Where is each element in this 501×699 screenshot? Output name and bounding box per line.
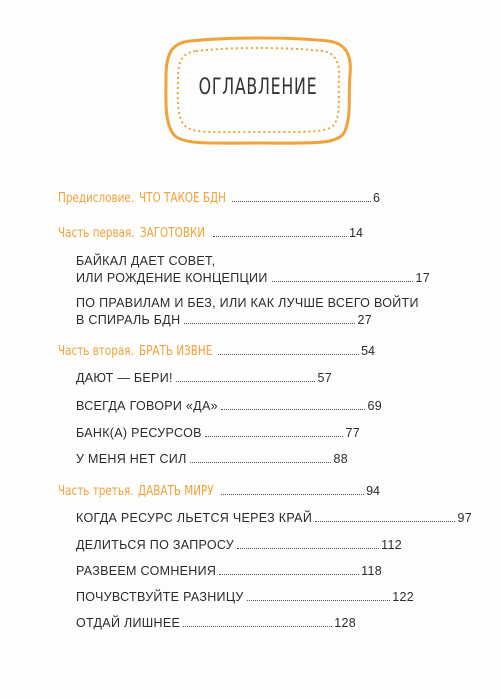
- page-number: 57: [317, 371, 332, 385]
- dot-leader: [190, 462, 332, 463]
- chapter-title: ДАЮТ — БЕРИ!: [76, 371, 173, 385]
- page-number: 94: [366, 484, 380, 498]
- part-prefix: Часть первая.: [58, 226, 135, 241]
- page-title: ОГЛАВЛЕНИЕ: [198, 75, 318, 100]
- part-title: БРАТЬ ИЗВНЕ: [138, 344, 213, 359]
- toc-entry-part-2[interactable]: [58, 343, 375, 360]
- chapter-title: ПОЧУВСТВУЙТЕ РАЗНИЦУ: [76, 590, 244, 604]
- toc-entry-chapter[interactable]: [76, 253, 430, 287]
- page-number: 69: [367, 399, 382, 413]
- page-number: 27: [357, 313, 372, 327]
- toc-entry-chapter[interactable]: [76, 589, 414, 605]
- chapter-title-line: В СПИРАЛЬ БДН: [76, 313, 181, 327]
- page-number: 54: [361, 344, 375, 358]
- toc-entry-chapter[interactable]: [76, 370, 332, 386]
- chapter-title-line: ПО ПРАВИЛАМ И БЕЗ, ИЛИ КАК ЛУЧШЕ ВСЕГО ВОЙТИ: [76, 296, 419, 310]
- dot-leader: [205, 436, 344, 437]
- chapter-title-line: ИЛИ РОЖДЕНИЕ КОНЦЕПЦИИ: [76, 271, 268, 285]
- part-prefix: Часть вторая.: [58, 344, 134, 359]
- chapter-title: БАНК(А) РЕСУРСОВ: [76, 426, 202, 440]
- dot-leader: [315, 521, 455, 522]
- page-number: 112: [381, 538, 402, 552]
- dot-leader: [237, 548, 379, 549]
- toc-entry-part-1[interactable]: [58, 225, 363, 242]
- part-title: ЗАГОТОВКИ: [139, 226, 205, 241]
- dot-leader: [183, 626, 332, 627]
- chapter-title: КОГДА РЕСУРС ЛЬЕТСЯ ЧЕРЕЗ КРАЙ: [76, 511, 313, 525]
- page-number: 122: [392, 590, 414, 604]
- chapter-title-line: БАЙКАЛ ДАЕТ СОВЕТ,: [76, 254, 216, 268]
- toc-entry-chapter[interactable]: [76, 425, 360, 441]
- chapter-title: РАЗВЕЕМ СОМНЕНИЯ: [76, 564, 217, 578]
- page-number: 128: [334, 616, 356, 630]
- dot-leader: [272, 281, 414, 282]
- dot-leader: [213, 236, 347, 237]
- dot-leader: [247, 600, 391, 601]
- toc-entry-part-3[interactable]: [58, 483, 380, 500]
- dot-leader: [219, 574, 359, 575]
- dot-leader: [218, 354, 359, 355]
- part-title: ДАВАТЬ МИРУ: [138, 484, 215, 499]
- part-title: ЧТО ТАКОЕ БДН: [139, 191, 227, 206]
- page-number: 14: [349, 226, 363, 240]
- dot-leader: [184, 323, 355, 324]
- toc-entry-chapter[interactable]: [76, 563, 382, 579]
- page-number: 97: [457, 511, 472, 525]
- chapter-title: ВСЕГДА ГОВОРИ «ДА»: [76, 399, 218, 413]
- dot-leader: [221, 409, 366, 410]
- toc-entry-chapter[interactable]: [76, 615, 356, 631]
- part-prefix: Часть третья.: [58, 484, 134, 499]
- page-number: 77: [345, 426, 360, 440]
- toc-entry-chapter[interactable]: [76, 295, 419, 329]
- page-number: 118: [361, 564, 382, 578]
- chapter-title: У МЕНЯ НЕТ СИЛ: [76, 452, 187, 466]
- toc-entry-chapter[interactable]: [76, 537, 402, 553]
- part-prefix: Предисловие.: [58, 191, 135, 206]
- page-number: 17: [415, 271, 430, 285]
- chapter-title: ДЕЛИТЬСЯ ПО ЗАПРОСУ: [76, 538, 235, 552]
- toc-entry-chapter[interactable]: [76, 451, 348, 467]
- toc-entry-chapter[interactable]: [76, 510, 472, 526]
- dot-leader: [221, 494, 364, 495]
- page-number: 6: [373, 191, 380, 205]
- page-number: 88: [333, 452, 348, 466]
- dot-leader: [176, 381, 316, 382]
- chapter-title: ОТДАЙ ЛИШНЕЕ: [76, 616, 181, 630]
- dot-leader: [232, 201, 371, 202]
- toc-entry-chapter[interactable]: [76, 398, 382, 414]
- toc-entry-preface[interactable]: [58, 190, 380, 207]
